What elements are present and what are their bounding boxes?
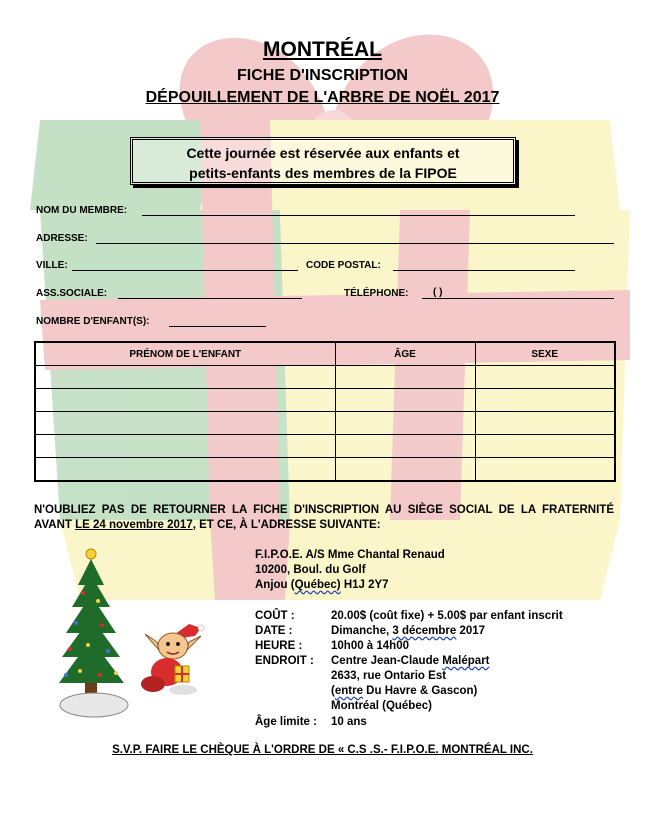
age-limit-label: Âge limite : (255, 716, 317, 728)
age-limit-value: 10 ans (331, 716, 367, 728)
table-row (35, 389, 615, 412)
table-row (35, 412, 615, 435)
cost-value: 20.00$ (coût fixe) + 5.00$ par enfant inscrit (331, 610, 563, 622)
child-name-cell[interactable] (35, 366, 335, 389)
children-count-field[interactable] (169, 326, 266, 327)
column-header-age: ÂGE (335, 342, 475, 366)
notice-line-1: Cette journée est réservée aux enfants et (186, 145, 460, 161)
children-table (34, 341, 616, 482)
date-label: DATE : (255, 625, 293, 637)
child-sex-cell[interactable] (475, 389, 615, 412)
child-age-cell[interactable] (335, 412, 475, 435)
table-row (35, 458, 615, 482)
child-age-cell[interactable] (335, 366, 475, 389)
phone-label: TÉLÉPHONE: (344, 288, 409, 299)
child-name-cell[interactable] (35, 435, 335, 458)
reminder-text: N'OUBLIEZ PAS DE RETOURNER LA FICHE D'INSCRIPTION AU SIÈGE SOCIAL DE LA FRATERNITÉ AVANT (34, 504, 614, 531)
cheque-instructions: S.V.P. FAIRE LE CHÈQUE À L'ORDRE DE « C.S .S.- F.I.P.O.E. MONTRÉAL INC. (112, 744, 533, 756)
children-table-header (35, 342, 615, 366)
member-name-label: NOM DU MEMBRE: (36, 205, 128, 216)
table-row (35, 435, 615, 458)
column-header-sex: SEXE (475, 342, 615, 366)
eligibility-notice (130, 137, 516, 185)
form-title: FICHE D'INSCRIPTION (237, 67, 408, 84)
child-age-cell[interactable] (335, 435, 475, 458)
city-label: VILLE: (36, 260, 68, 271)
return-reminder (34, 503, 614, 533)
place-line-2: 2633, rue Ontario Est (331, 670, 447, 682)
address-line-2: 10200, Boul. du Golf (255, 564, 366, 576)
place-label: ENDROIT : (255, 655, 314, 667)
column-header-first-name: PRÉNOM DE L'ENFANT (35, 342, 335, 366)
city-field[interactable] (72, 270, 298, 271)
table-row (35, 366, 615, 389)
phone-field[interactable] (422, 298, 614, 299)
city-title: MONTRÉAL (263, 38, 382, 61)
elf-icon (137, 622, 209, 697)
postal-code-label: CODE POSTAL: (306, 260, 381, 271)
child-name-cell[interactable] (35, 389, 335, 412)
child-sex-cell[interactable] (475, 412, 615, 435)
postal-code-field[interactable] (393, 270, 575, 271)
address-label: ADRESSE: (36, 233, 88, 244)
time-value: 10h00 à 14h00 (331, 640, 410, 652)
social-insurance-field[interactable] (118, 298, 302, 299)
event-title: DÉPOUILLEMENT DE L'ARBRE DE NOËL 2017 (145, 89, 500, 106)
address-line-3: Anjou (Québec) H1J 2Y7 (255, 579, 389, 591)
reminder-text-end: , ET CE, À L'ADRESSE SUIVANTE: (192, 519, 381, 531)
place-line-1: Centre Jean-Claude Malépart (331, 655, 490, 667)
christmas-tree-icon (58, 545, 130, 720)
time-label: HEURE : (255, 640, 303, 652)
deadline: LE 24 novembre 2017 (75, 519, 193, 531)
child-sex-cell[interactable] (475, 458, 615, 482)
child-sex-cell[interactable] (475, 366, 615, 389)
place-line-4: Montréal (Québec) (331, 700, 432, 712)
place-line-3: (entre Du Havre & Gascon) (331, 685, 478, 697)
notice-line-2: petits-enfants des membres de la FIPOE (189, 165, 457, 181)
member-name-field[interactable] (142, 215, 575, 216)
address-line-1: F.I.P.O.E. A/S Mme Chantal Renaud (255, 549, 445, 561)
phone-area-code: ( ) (433, 287, 443, 298)
child-sex-cell[interactable] (475, 435, 615, 458)
cost-label: COÛT : (255, 610, 295, 622)
social-insurance-label: ASS.SOCIALE: (36, 288, 108, 299)
child-age-cell[interactable] (335, 389, 475, 412)
children-count-label: NOMBRE D'ENFANT(S): (36, 316, 150, 327)
child-name-cell[interactable] (35, 412, 335, 435)
child-age-cell[interactable] (335, 458, 475, 482)
child-name-cell[interactable] (35, 458, 335, 482)
date-value: Dimanche, 3 décembre 2017 (331, 625, 486, 637)
address-field[interactable] (96, 243, 614, 244)
